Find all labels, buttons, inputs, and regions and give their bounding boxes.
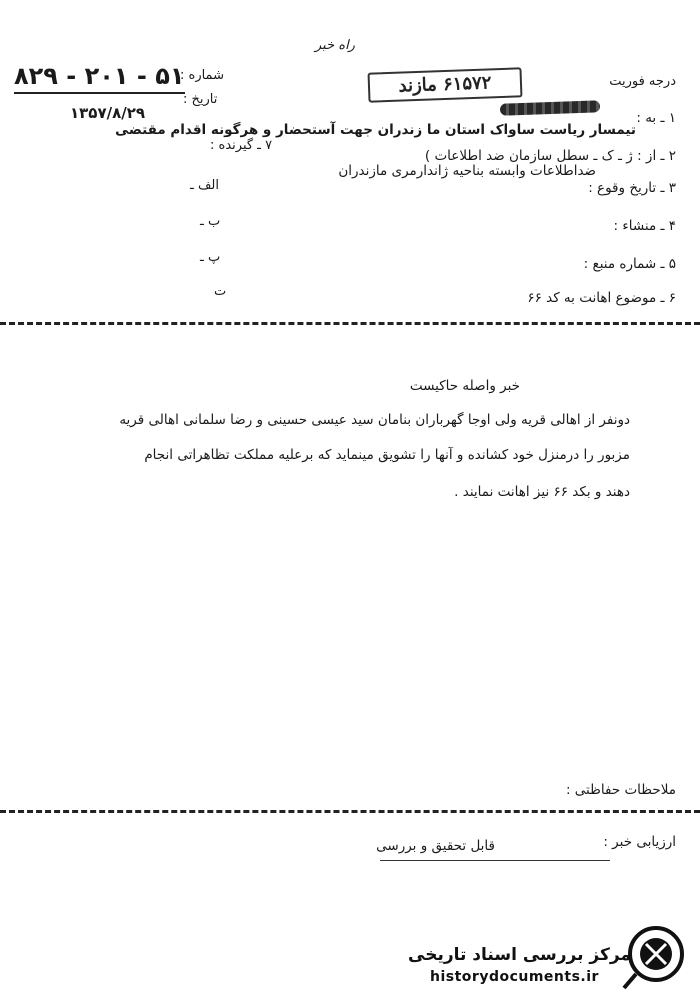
serial-number: ۸۲۹ - ۲۰۱ - ۵۱ [14,62,185,90]
item-letter-pe: پ ـ [200,250,221,265]
sender-label: ۲ ـ از : ژ ـ ک ـ سطل سازمان ضد اطلاعات ) [424,148,676,164]
recipient-value: تیمسار ریاست ساواک استان ما زندران جهت آستحضار و هرگونه اقدام مقتضی [115,122,636,138]
body-line-3: دهند و بکد ۶۶ نیز اهانت نمایند . [454,484,630,500]
footer-divider [0,810,700,813]
recipient-label: ۱ ـ به : [636,110,676,126]
item-origin: ۴ ـ منشاء : [613,218,676,234]
received-stamp: ۶۱۵۷۲ مازند [368,67,523,102]
header-divider [0,322,700,325]
body-heading: خبر واصله حاکیست [409,378,520,394]
protective-notes-label: ملاحظات حفاظتی : [565,782,676,798]
watermark-center-name: مرکز بررسی اسناد تاریخی [408,945,631,965]
assessment-label: ارزیابی خبر : [603,834,676,850]
archive-logo-icon [618,922,690,990]
redaction-scribble [500,100,600,115]
item-letter-be: ب ـ [200,214,221,229]
sender-detail: ضداطلاعات وابسته بناحیه ژاندارمری مازندران [338,163,596,179]
assessment-rule [380,860,610,861]
item-occurrence-date: ۳ ـ تاریخ وقوع : [588,180,676,196]
watermark-url: historydocuments.ir [430,969,599,985]
item-letter-alef: الف ـ [190,178,219,193]
body-line-2: مزبور را درمنزل خود کشانده و آنها را تشویق مینماید که برعلیه مملکت تظاهراتی انجام [144,447,630,463]
serial-label: شماره : [180,68,224,83]
receiver-label: ۷ ـ گیرنده : [210,138,273,153]
date-value: ۱۳۵۷/۸/۲۹ [70,104,146,122]
assessment-value: قابل تحقیق و بررسی [376,838,495,854]
item-source-number: ۵ ـ شماره منبع : [583,256,676,272]
urgency-label: درجه فوریت [609,74,676,89]
item-letter-te: ت [214,284,227,299]
date-label: تاریخ : [183,92,218,107]
subject-line: ۶ ـ موضوع اهانت به کد ۶۶ [527,290,676,306]
body-line-1: دونفر از اهالی قریه ولی اوجا گهرباران بنامان سید عیسی حسینی و رضا سلمانی اهالی قریه [119,412,630,428]
document-type-label: راه خبر [315,38,355,53]
